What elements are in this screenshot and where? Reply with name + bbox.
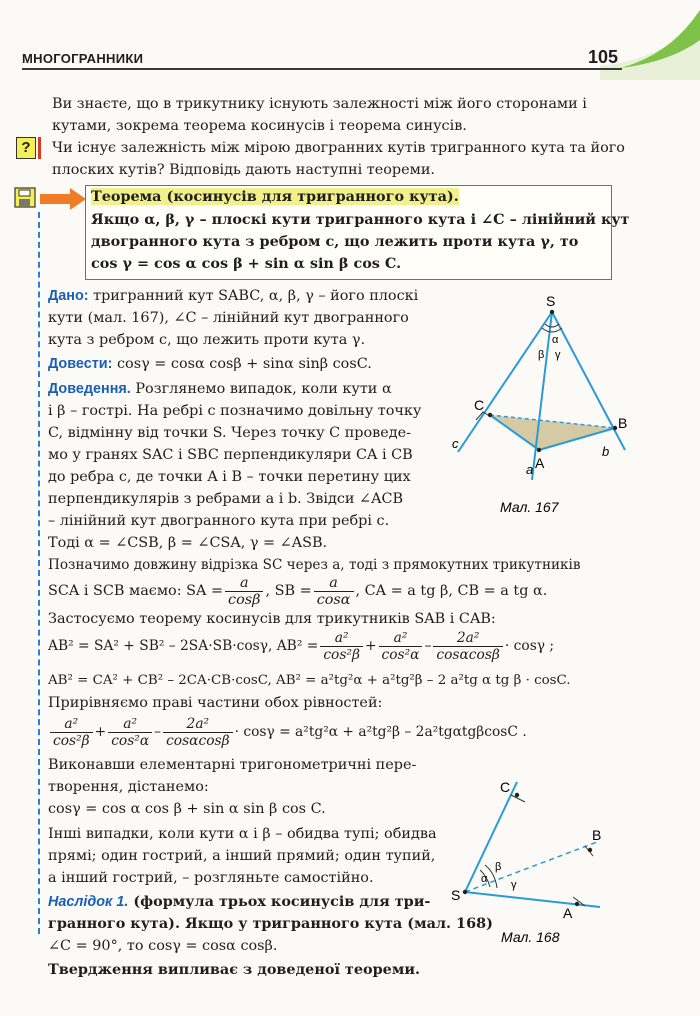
label-C: C — [500, 779, 511, 795]
question-line-1: Чи існує залежність між мірою двогранних кутів тригранного кута та його — [52, 140, 625, 156]
proof-line-7: – лінійний кут двогранного кута при ребрі c. — [48, 513, 390, 529]
corollary-line-1: Наслідок 1. (формула трьох косинусів для три- — [48, 893, 431, 910]
label-c: c — [452, 436, 459, 451]
caption-168: Мал. 168 — [501, 929, 560, 945]
label-B: B — [592, 827, 602, 843]
label-C: C — [474, 397, 485, 413]
proof-line-15: $\frac{\text{a²}}{\text{cos²β}}$ + $\frac{\text{a²}}{\text{cos²α}}$ – $\frac{\text{2a²}}{\cos\alpha\cos\beta}$ · cosγ = a²tg²α + a²tg²β – 2a²tgαtgβcosC . — [48, 712, 527, 752]
save-icon — [14, 187, 38, 209]
proof-line-4: мо у гранях SAC і SBC перпендикуляри CA і CB — [48, 447, 413, 463]
other-cases-line-3: а інший гострий, – розгляньте самостійно. — [48, 870, 374, 886]
proof-line-18: cosγ = cos α cos β + sin α sin β cos C. — [48, 801, 326, 817]
proof-line-12: AB² = SA² + SB² – 2SA·SB·cosγ, AB² = $\frac{\text{a²}}{\text{cos²β}}$ + $\frac{\text{a²}}{\text{cos²α}}$ – $\frac{\text{2a²}}{\cos\alpha\cos\beta}$ · cosγ ; — [48, 630, 555, 663]
label-gamma: γ — [511, 879, 517, 891]
label-b: b — [602, 444, 610, 459]
label-S: S — [546, 293, 556, 309]
theorem-line-3: cos γ = cos α cos β + sin α sin β cos C. — [91, 255, 402, 272]
theorem-line-1: Якщо α, β, γ – плоскі кути тригранного кута і ∠C – лінійний кут — [91, 211, 630, 228]
corollary-label: Наслідок 1. — [48, 894, 129, 910]
question-icon: ? — [16, 137, 36, 159]
margin-dashed-line — [38, 212, 40, 934]
other-cases-line-1: Інші випадки, коли кути α і β – обидва тупі; обидва — [48, 826, 437, 842]
proof-line-5: до ребра c, де точки A і B – точки перетину цих — [48, 469, 411, 485]
prove-line: Довести: cosγ = cosα cosβ + sinα sinβ cosC. — [48, 356, 372, 372]
label-A: A — [563, 905, 573, 921]
proof-line-13: AB² = CA² + CB² – 2CA·CB·cosC, AB² = a²tg²α + a²tg²β – 2 a²tg α tg β · cosC. — [48, 673, 571, 688]
corollary-line-4: Твердження випливає з доведеної теореми. — [48, 961, 420, 978]
label-B: B — [618, 415, 628, 431]
proof-line-10: SCA і SCB маємо: SA = $\frac{a}{\cos\beta}$ , SB = $\frac{a}{\cos\alpha}$ , CA = a tg β, CB = a tg α. — [48, 574, 548, 608]
label-beta: β — [495, 861, 502, 873]
proof-line-16: Виконавши елементарні тригонометричні пере- — [48, 757, 417, 773]
figure-167 — [440, 290, 630, 522]
label-a: a — [526, 462, 534, 477]
theorem-line-2: двогранного кута з ребром c, що лежить проти кута γ, то — [91, 233, 579, 250]
label-S: S — [451, 887, 461, 903]
label-alpha: α — [481, 873, 488, 885]
ray-sa — [465, 892, 600, 907]
header-rule — [22, 68, 622, 70]
proof-line-3: C, відмінну від точки S. Через точку C проведе- — [48, 425, 412, 441]
prove-label: Довести: — [48, 356, 113, 372]
caption-167: Мал. 167 — [500, 499, 559, 515]
proof-line-1: Доведення. Розглянемо випадок, коли кути α — [48, 381, 392, 397]
proof-line-11: Застосуємо теорему косинусів для трикутників SAB і CAB: — [48, 611, 496, 627]
given-line-3: кута з ребром c, що лежить проти кута γ. — [48, 332, 366, 348]
corollary-line-3: ∠C = 90°, то cosγ = cosα cosβ. — [48, 938, 278, 954]
section-title: МНОГОГРАННИКИ — [22, 51, 144, 66]
proof-line-17: творення, дістанемо: — [48, 779, 209, 795]
proof-line-2: і β – гострі. На ребрі c позначимо довільну точку — [48, 403, 422, 419]
corollary-line-2: гранного кута). Якщо у тригранного кута (мал. 168) — [48, 915, 493, 932]
given-line-2: кути (мал. 167), ∠C – лінійний кут двогранного — [48, 310, 409, 326]
label-A: A — [535, 455, 545, 471]
label-beta: β — [538, 349, 545, 361]
proof-line-8: Тоді α = ∠CSB, β = ∠CSA, γ = ∠ASB. — [48, 535, 328, 551]
proof-line-14: Прирівняємо праві частини обох рівностей: — [48, 695, 383, 711]
proof-line-6: перпендикулярів з ребрами a і b. Звідси ∠ACB — [48, 491, 404, 507]
given-label: Дано: — [48, 288, 89, 304]
question-line-2: плоских кутів? Відповідь дають наступні теореми. — [52, 162, 436, 178]
intro-line-2: кутами, зокрема теорема косинусів і теорема синусів. — [52, 118, 467, 134]
proof-line-9: Позначимо довжину відрізка SC через a, тоді з прямокутних трикутників — [48, 557, 581, 573]
given-line-1: Дано: тригранний кут SABC, α, β, γ – його плоскі — [48, 288, 419, 304]
other-cases-line-2: прямі; один гострий, а інший прямий; один тупий, — [48, 848, 436, 864]
question-bar — [38, 137, 41, 159]
label-gamma: γ — [555, 349, 561, 361]
page-number: 105 — [588, 47, 619, 67]
theorem-title: Теорема (косинусів для тригранного кута). — [91, 188, 459, 205]
proof-label: Доведення. — [48, 381, 131, 397]
label-alpha: α — [552, 334, 559, 346]
intro-line-1: Ви знаєте, що в трикутнику існують залежності між його сторонами і — [52, 96, 587, 112]
figure-168 — [445, 770, 615, 952]
theorem-arrow-icon — [40, 187, 88, 211]
